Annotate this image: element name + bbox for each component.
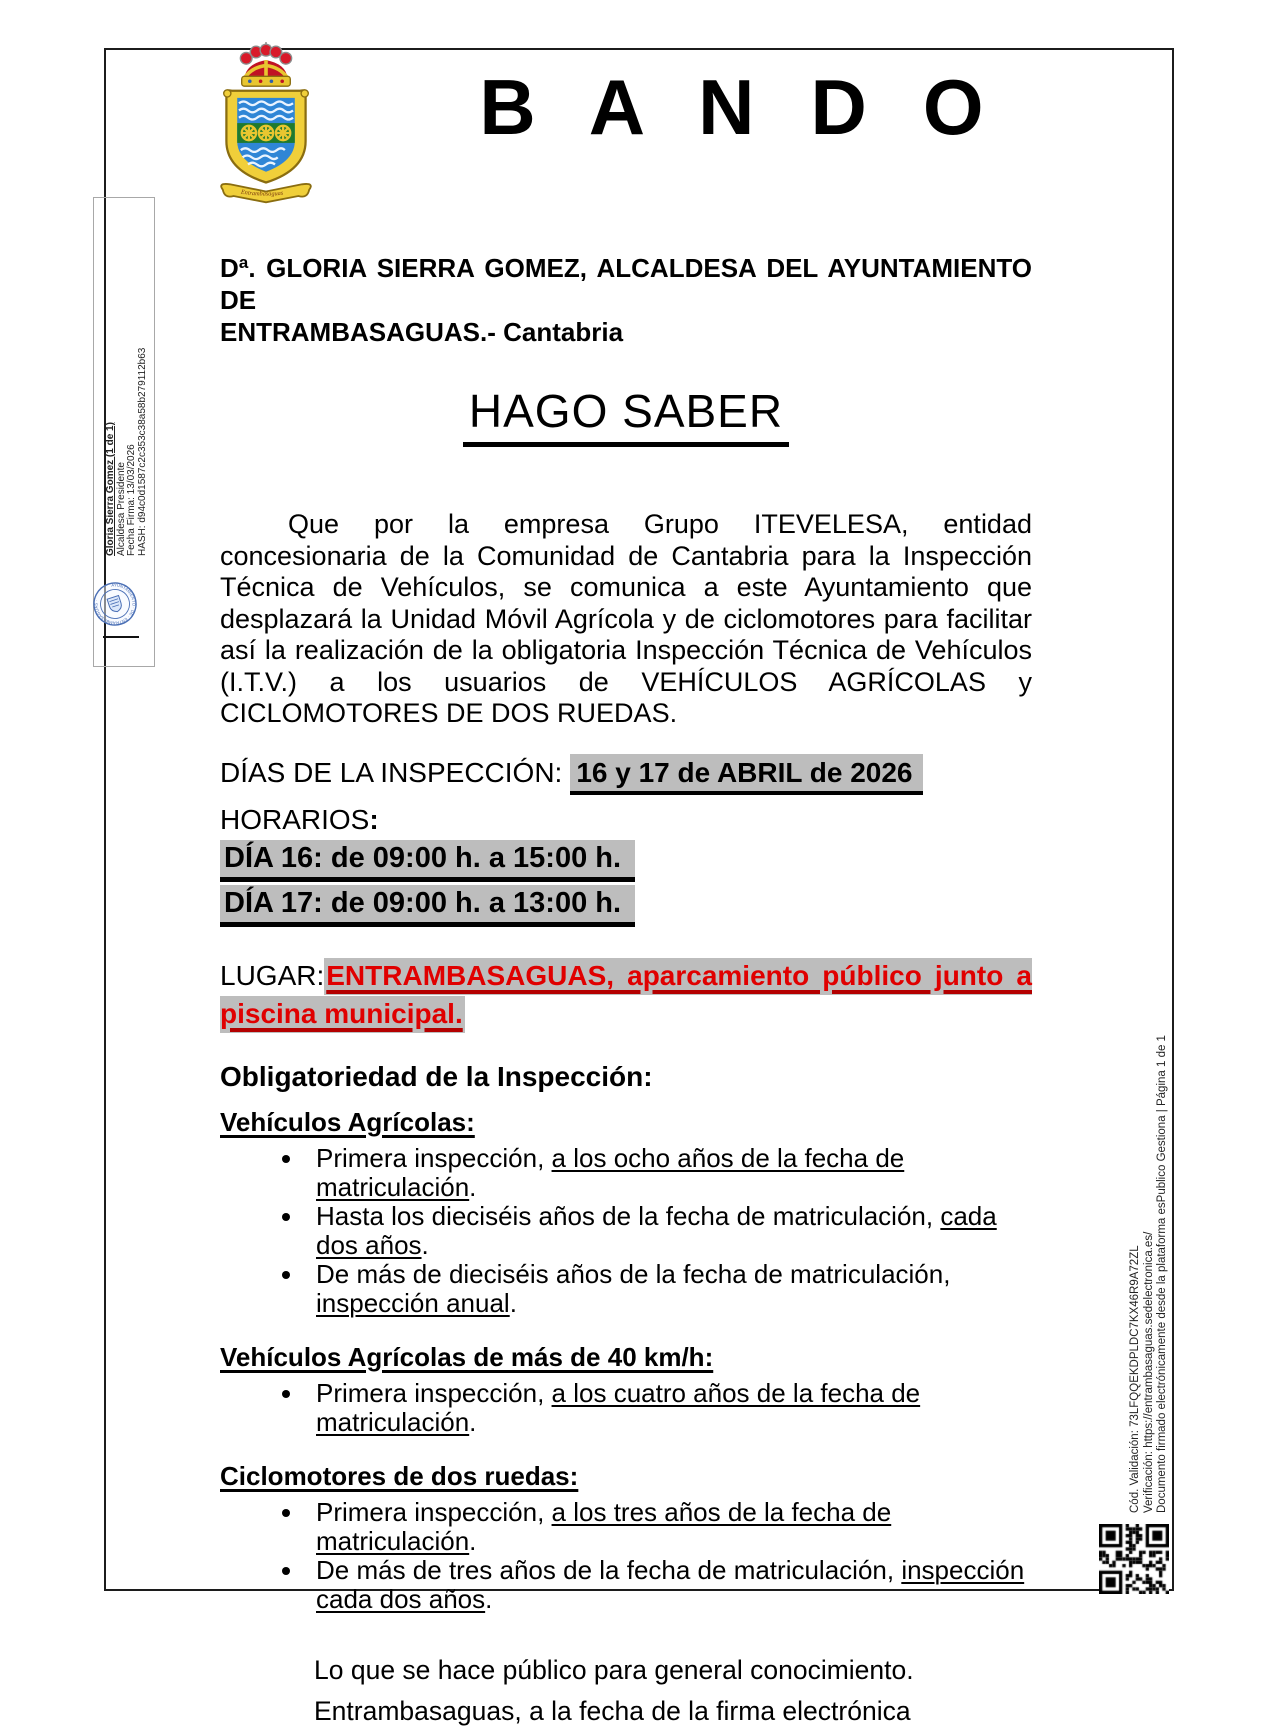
bullet-item: De más de tres años de la fecha de matriculación, inspección cada dos años. bbox=[220, 1556, 1032, 1614]
signer-name: Gloria Sierra Gomez (1 de 1) bbox=[105, 422, 116, 556]
closing-line-2: Entrambasaguas, a la fecha de la firma electrónica bbox=[314, 1695, 911, 1726]
document-body bbox=[220, 0, 1032, 1727]
signature-hash: HASH: d94c0d1587c2c353c38a58b279112b63 bbox=[136, 347, 148, 556]
verification-margin-text bbox=[1129, 973, 1170, 1513]
schedule-label: HORARIOS bbox=[220, 803, 370, 835]
signature-separator-line bbox=[103, 636, 139, 638]
schedule-day-17: DÍA 17: de 09:00 h. a 13:00 h. bbox=[220, 885, 635, 927]
obligations-heading: Obligatoriedad de la Inspección: bbox=[220, 1060, 653, 1092]
section-title: Vehículos Agrícolas: bbox=[220, 1106, 475, 1137]
bullet-item: Primera inspección, a los tres años de la fecha de matriculación. bbox=[220, 1498, 1032, 1556]
section-title: Ciclomotores de dos ruedas: bbox=[220, 1460, 579, 1491]
obligation-sections bbox=[220, 1093, 1032, 1614]
subtitle-hago-saber: HAGO SABER bbox=[463, 384, 789, 447]
bullet-item: Primera inspección, a los ocho años de la fecha de matriculación. bbox=[220, 1144, 1032, 1202]
issuer-statement bbox=[220, 252, 1032, 348]
inspection-days-line bbox=[220, 754, 1032, 795]
document-title: B A N D O bbox=[479, 63, 1001, 151]
schedule-colon: : bbox=[369, 803, 379, 835]
signer-role: Alcaldesa Presidente bbox=[115, 462, 127, 556]
place-value: ENTRAMBASAGUAS, aparcamiento público junto a piscina municipal. bbox=[220, 958, 1032, 1033]
place-line bbox=[220, 957, 1032, 1033]
schedule-day-16: DÍA 16: de 09:00 h. a 15:00 h. bbox=[220, 840, 635, 882]
section-title: Vehículos Agrícolas de más de 40 km/h: bbox=[220, 1341, 714, 1372]
closing-line-1: Lo que se hace público para general conocimiento. bbox=[314, 1654, 914, 1685]
inspection-days-label: DÍAS DE LA INSPECCIÓN: bbox=[220, 756, 563, 788]
announcement-paragraph: Que por la empresa Grupo ITEVELESA, entidad concesionaria de la Comunidad de Cantabria para la Inspección Técnica de Vehículos, se comunica a este Ayuntamiento que desplazará la Unidad Móvil Agrícola y de ciclomotores para facilitar así la realización de la obligatoria Inspección Técnica de Vehículos (I.T.V.) a los usuarios de VEHÍCULOS AGRÍCOLAS y CICLOMOTORES DE DOS RUEDAS. bbox=[220, 509, 1032, 728]
place-label: LUGAR: bbox=[220, 959, 325, 991]
banner-text: Entrambasaguas bbox=[240, 188, 284, 198]
bullet-item: Primera inspección, a los cuatro años de la fecha de matriculación. bbox=[220, 1379, 1032, 1437]
inspection-days-value: 16 y 17 de ABRIL de 2026 bbox=[570, 754, 922, 795]
obligation-section bbox=[220, 1318, 1032, 1437]
validation-code: Cód. Validación: 73LFQQEKDPLDC7KX46R9A72ZL bbox=[1129, 1245, 1141, 1513]
section-bullet-list bbox=[220, 1498, 1032, 1614]
signature-margin-text bbox=[106, 324, 148, 556]
bullet-item: Hasta los dieciséis años de la fecha de matriculación, cada dos años. bbox=[220, 1202, 1032, 1260]
section-bullet-list bbox=[220, 1379, 1032, 1437]
schedule-heading bbox=[220, 803, 1032, 837]
verification-qr-code bbox=[1099, 1524, 1169, 1594]
platform-note: Documento firmado electrónicamente desde la plataforma esPublico Gestiona | Página 1 de 1 bbox=[1156, 1035, 1168, 1513]
obligation-section bbox=[220, 1093, 1032, 1318]
issuer-line-2: ENTRAMBASAGUAS.- Cantabria bbox=[220, 317, 624, 347]
issuer-line-1: Dª. GLORIA SIERRA GOMEZ, ALCALDESA DEL AYUNTAMIENTO DE bbox=[220, 253, 1032, 315]
schedule-day-17-line bbox=[220, 882, 1032, 927]
verification-url: Verificación: https://entrambasaguas.sedelectronica.es/ bbox=[1142, 1231, 1155, 1513]
obligation-section bbox=[220, 1437, 1032, 1614]
section-bullet-list bbox=[220, 1144, 1032, 1318]
signature-date: Fecha Firma: 13/03/2026 bbox=[126, 444, 137, 556]
svg-text:AYUNTAMIENTO · DE · ENTRAMBASA: AYUNTAMIENTO · DE · ENTRAMBASAGUAS · bbox=[93, 582, 137, 626]
schedule-day-16-line bbox=[220, 837, 1032, 882]
bullet-item: De más de dieciséis años de la fecha de matriculación, inspección anual. bbox=[220, 1260, 1032, 1318]
